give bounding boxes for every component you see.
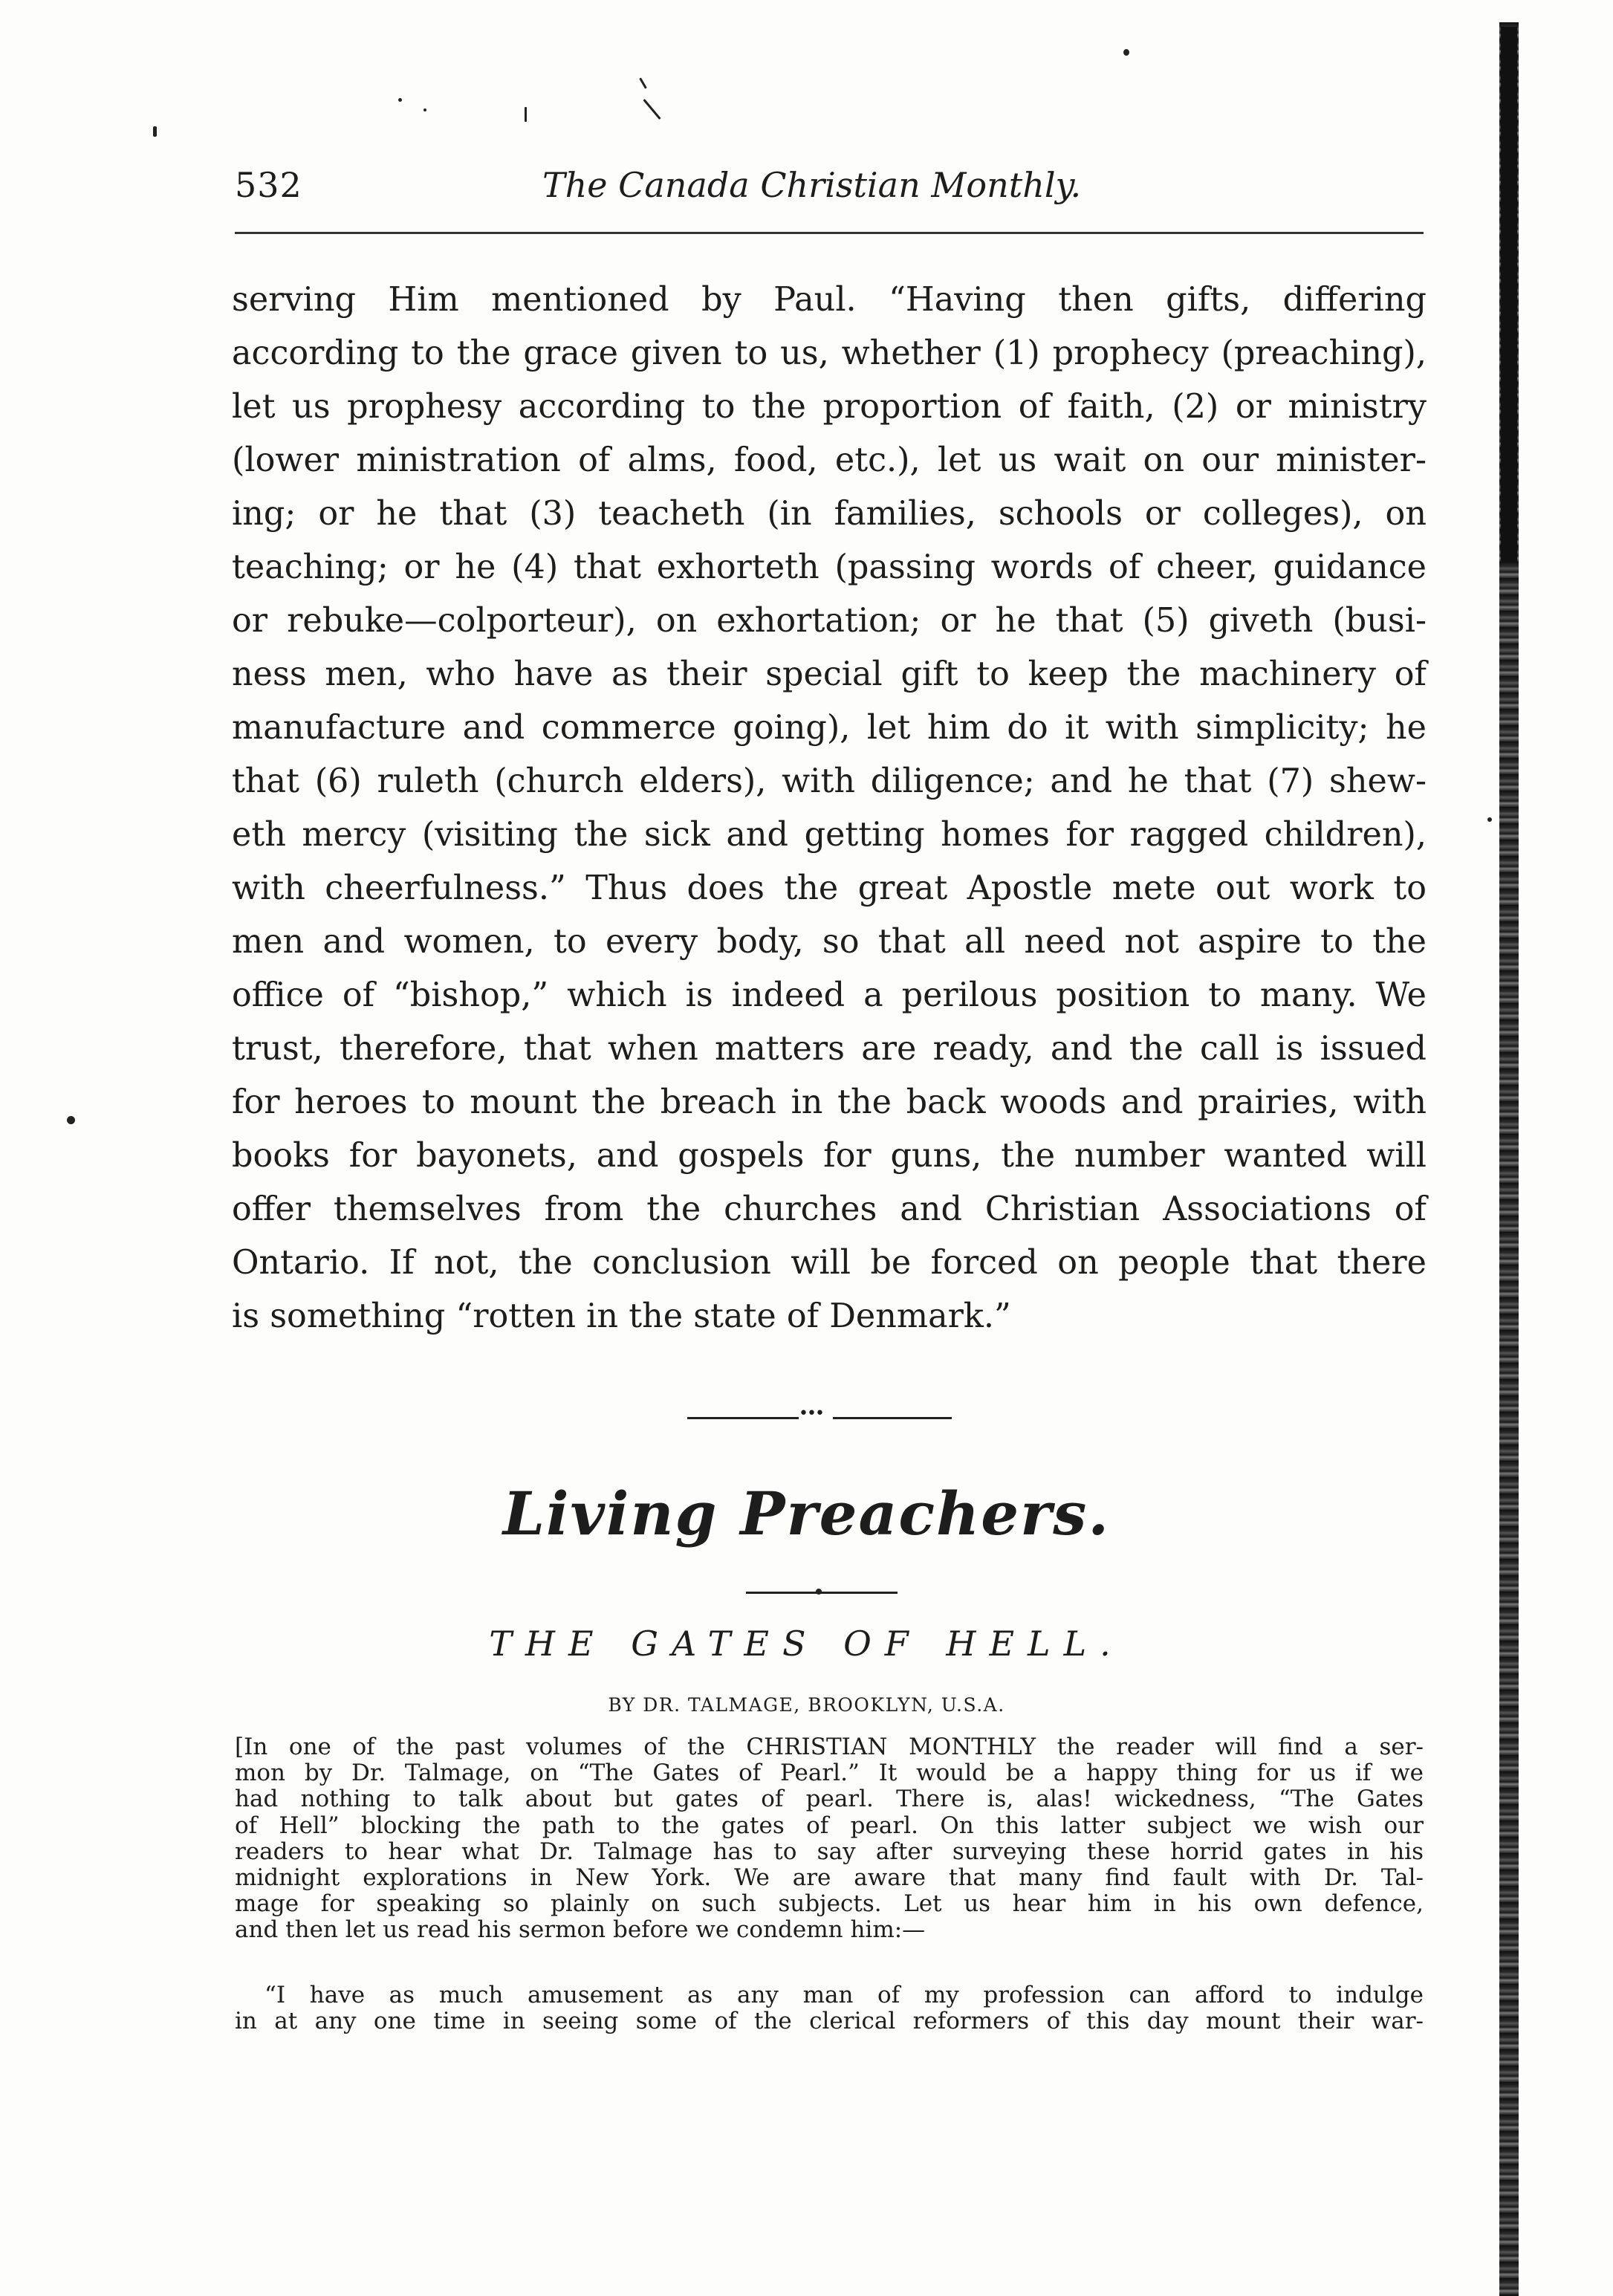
body-line: men and women, to every body, so that all need not aspire to the — [232, 923, 1427, 961]
section-heading-rule-dot — [816, 1589, 822, 1595]
divider-rule-left — [687, 1417, 799, 1419]
body-line: manufacture and commerce going), let him do it with simplicity; he — [232, 709, 1427, 747]
body-line: let us prophesy according to the proportion of faith, (2) or ministry — [232, 388, 1427, 426]
scan-speck — [639, 77, 647, 88]
body-paragraph — [232, 273, 1427, 1343]
scan-speck — [423, 108, 426, 111]
divider-rule-right — [833, 1417, 952, 1419]
body-line: ing; or he that (3) teacheth (in families, schools or colleges), on — [232, 495, 1427, 533]
scan-speck — [153, 126, 157, 137]
intro-line: had nothing to talk about but gates of pearl. There is, alas! wickedness, “The Gates — [235, 1786, 1424, 1813]
section-heading: Living Preachers. — [502, 1479, 1111, 1548]
intro-line: midnight explorations in New York. We are aware that many find fault with Dr. Tal- — [235, 1864, 1424, 1891]
divider-dots: ••• — [799, 1404, 823, 1423]
body-line: (lower ministration of alms, food, etc.), let us wait on our minister- — [232, 441, 1427, 479]
intro-line: mon by Dr. Talmage, on “The Gates of Pearl.” It would be a happy thing for us if we — [235, 1760, 1424, 1787]
quote-line: in at any one time in seeing some of the clerical reformers of this day mount their war- — [235, 2008, 1424, 2035]
body-line: according to the grace given to us, whether (1) prophecy (preaching), — [232, 334, 1427, 372]
scan-speck — [1123, 49, 1129, 56]
scan-speck — [525, 107, 527, 122]
body-line: Ontario. If not, the conclusion will be forced on people that there — [232, 1244, 1427, 1282]
intro-line: of Hell” blocking the path to the gates of pearl. On this latter subject we wish our — [235, 1812, 1424, 1839]
scan-speck — [1487, 817, 1492, 822]
body-line: serving Him mentioned by Paul. “Having then gifts, differing — [232, 281, 1427, 319]
body-line: books for bayonets, and gospels for guns, the number wanted will — [232, 1137, 1427, 1175]
scan-speck — [398, 98, 402, 102]
body-line: with cheerfulness.” Thus does the great Apostle mete out work to — [232, 869, 1427, 907]
section-heading-rule — [746, 1592, 898, 1594]
body-line: office of “bishop,” which is indeed a perilous position to many. We — [232, 976, 1427, 1014]
intro-line: [In one of the past volumes of the CHRISTIAN MONTHLY the reader will find a ser- — [235, 1734, 1424, 1760]
article-byline: BY DR. TALMAGE, BROOKLYN, U.S.A. — [608, 1694, 1005, 1716]
body-line: that (6) ruleth (church elders), with diligence; and he that (7) shew- — [232, 762, 1427, 800]
body-line: is something “rotten in the state of Denmark.” — [232, 1297, 1011, 1335]
scan-speck — [643, 99, 661, 120]
binding-edge-dark — [1501, 27, 1517, 562]
header-rule — [235, 232, 1424, 234]
body-line: eth mercy (visiting the sick and getting homes for ragged children), — [232, 816, 1427, 854]
page-number: 532 — [235, 165, 302, 205]
intro-line: mage for speaking so plainly on such subjects. Let us hear him in his own defence, — [235, 1890, 1424, 1918]
section-divider-ornament — [687, 1404, 952, 1423]
body-line: offer themselves from the churches and Christian Associations of — [232, 1190, 1427, 1228]
intro-line: and then let us read his sermon before we condemn him:— — [235, 1916, 926, 1944]
quoted-passage — [235, 1982, 1424, 2034]
body-line: ness men, who have as their special gift to keep the machinery of — [232, 655, 1427, 693]
editorial-introduction — [235, 1734, 1424, 1944]
article-title: THE GATES OF HELL. — [489, 1624, 1124, 1664]
body-line: for heroes to mount the breach in the back woods and prairies, with — [232, 1083, 1427, 1121]
scan-speck — [67, 1116, 75, 1124]
intro-line: readers to hear what Dr. Talmage has to say after surveying these horrid gates in his — [235, 1838, 1424, 1865]
body-line: teaching; or he (4) that exhorteth (passing words of cheer, guidance — [232, 548, 1427, 586]
page-header — [235, 165, 1424, 210]
body-line: trust, therefore, that when matters are ready, and the call is issued — [232, 1030, 1427, 1068]
running-title: The Canada Christian Monthly. — [542, 165, 1082, 205]
body-line: or rebuke—colporteur), on exhortation; or he that (5) giveth (busi- — [232, 602, 1427, 640]
quote-line: “I have as much amusement as any man of my profession can afford to indulge — [264, 1982, 1424, 2008]
